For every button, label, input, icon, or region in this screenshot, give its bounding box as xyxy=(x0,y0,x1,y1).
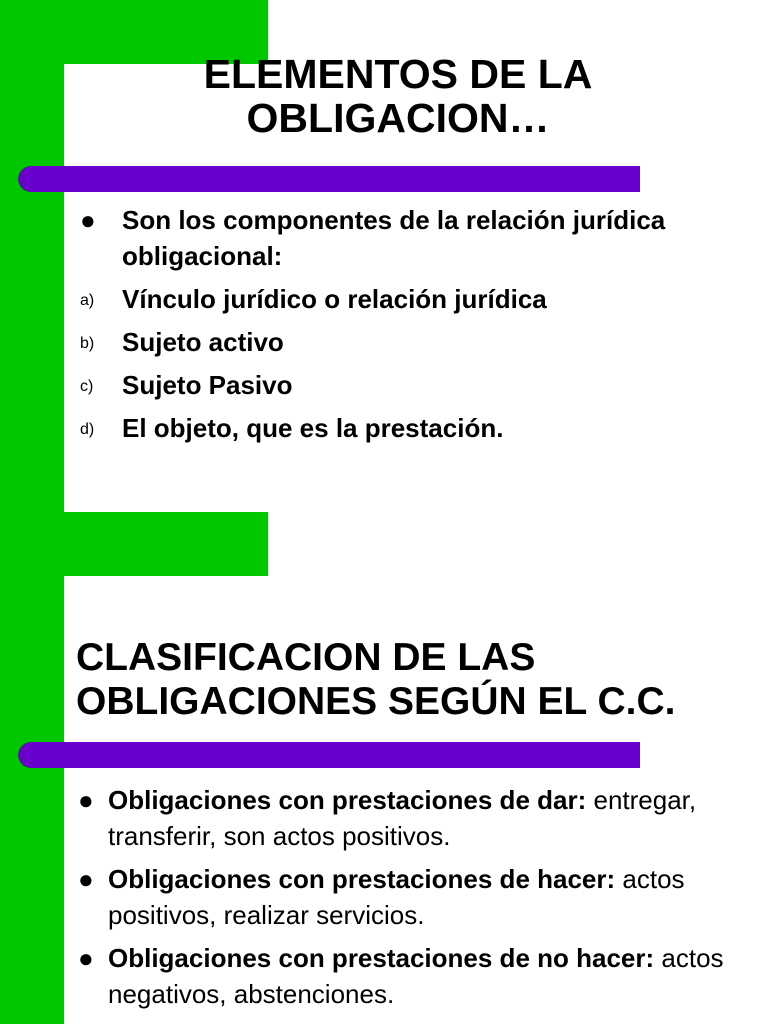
white-rounded-corner xyxy=(64,576,128,640)
item-letter: c) xyxy=(80,378,94,395)
item-detail: actos negativos, abstenciones. xyxy=(108,943,724,1009)
item-letter: b) xyxy=(80,335,95,352)
slide-title xyxy=(76,636,756,724)
item-detail: actos positivos, realizar servicios. xyxy=(108,864,685,930)
title-line-2: OBLIGACIONES SEGÚN EL C.C. xyxy=(76,680,676,723)
green-side-band xyxy=(0,0,64,512)
title-line-2: OBLIGACION… xyxy=(246,95,550,141)
bullet-list xyxy=(76,782,736,1019)
list-item xyxy=(76,940,736,1012)
bullet-list xyxy=(76,202,676,453)
intro-text: Son los componentes de la relación jurídica obligacional: xyxy=(122,205,666,271)
bullet-dot-icon: ● xyxy=(80,205,96,235)
title-line-1: ELEMENTOS DE LA xyxy=(203,51,593,97)
list-item xyxy=(76,367,676,403)
list-item xyxy=(76,410,676,446)
list-item xyxy=(76,324,676,360)
title-line-1: CLASIFICACION DE LAS xyxy=(76,636,536,679)
item-letter: a) xyxy=(80,292,95,309)
item-detail: entregar, transferir, son actos positivos. xyxy=(108,785,697,851)
list-item xyxy=(76,782,736,854)
list-item xyxy=(76,861,736,933)
slide-clasificacion xyxy=(0,512,768,1024)
green-top-block xyxy=(0,512,268,576)
item-text: Vínculo jurídico o relación jurídica xyxy=(122,284,547,314)
item-heading: Obligaciones con prestaciones de hacer: xyxy=(108,864,616,894)
item-heading: Obligaciones con prestaciones de dar: xyxy=(108,785,587,815)
bullet-dot-icon: ● xyxy=(78,943,94,973)
item-text: Sujeto Pasivo xyxy=(122,370,293,400)
item-letter: d) xyxy=(80,421,95,438)
list-item xyxy=(76,281,676,317)
item-text: Sujeto activo xyxy=(122,327,284,357)
item-text: El objeto, que es la prestación. xyxy=(122,413,504,443)
slide-title xyxy=(110,52,686,140)
list-item xyxy=(76,202,676,274)
purple-divider-bar xyxy=(18,166,640,192)
item-heading: Obligaciones con prestaciones de no hacer: xyxy=(108,943,655,973)
purple-divider-bar xyxy=(18,742,640,768)
bullet-dot-icon: ● xyxy=(78,785,94,815)
bullet-dot-icon: ● xyxy=(78,864,94,894)
green-side-band xyxy=(0,512,64,1024)
